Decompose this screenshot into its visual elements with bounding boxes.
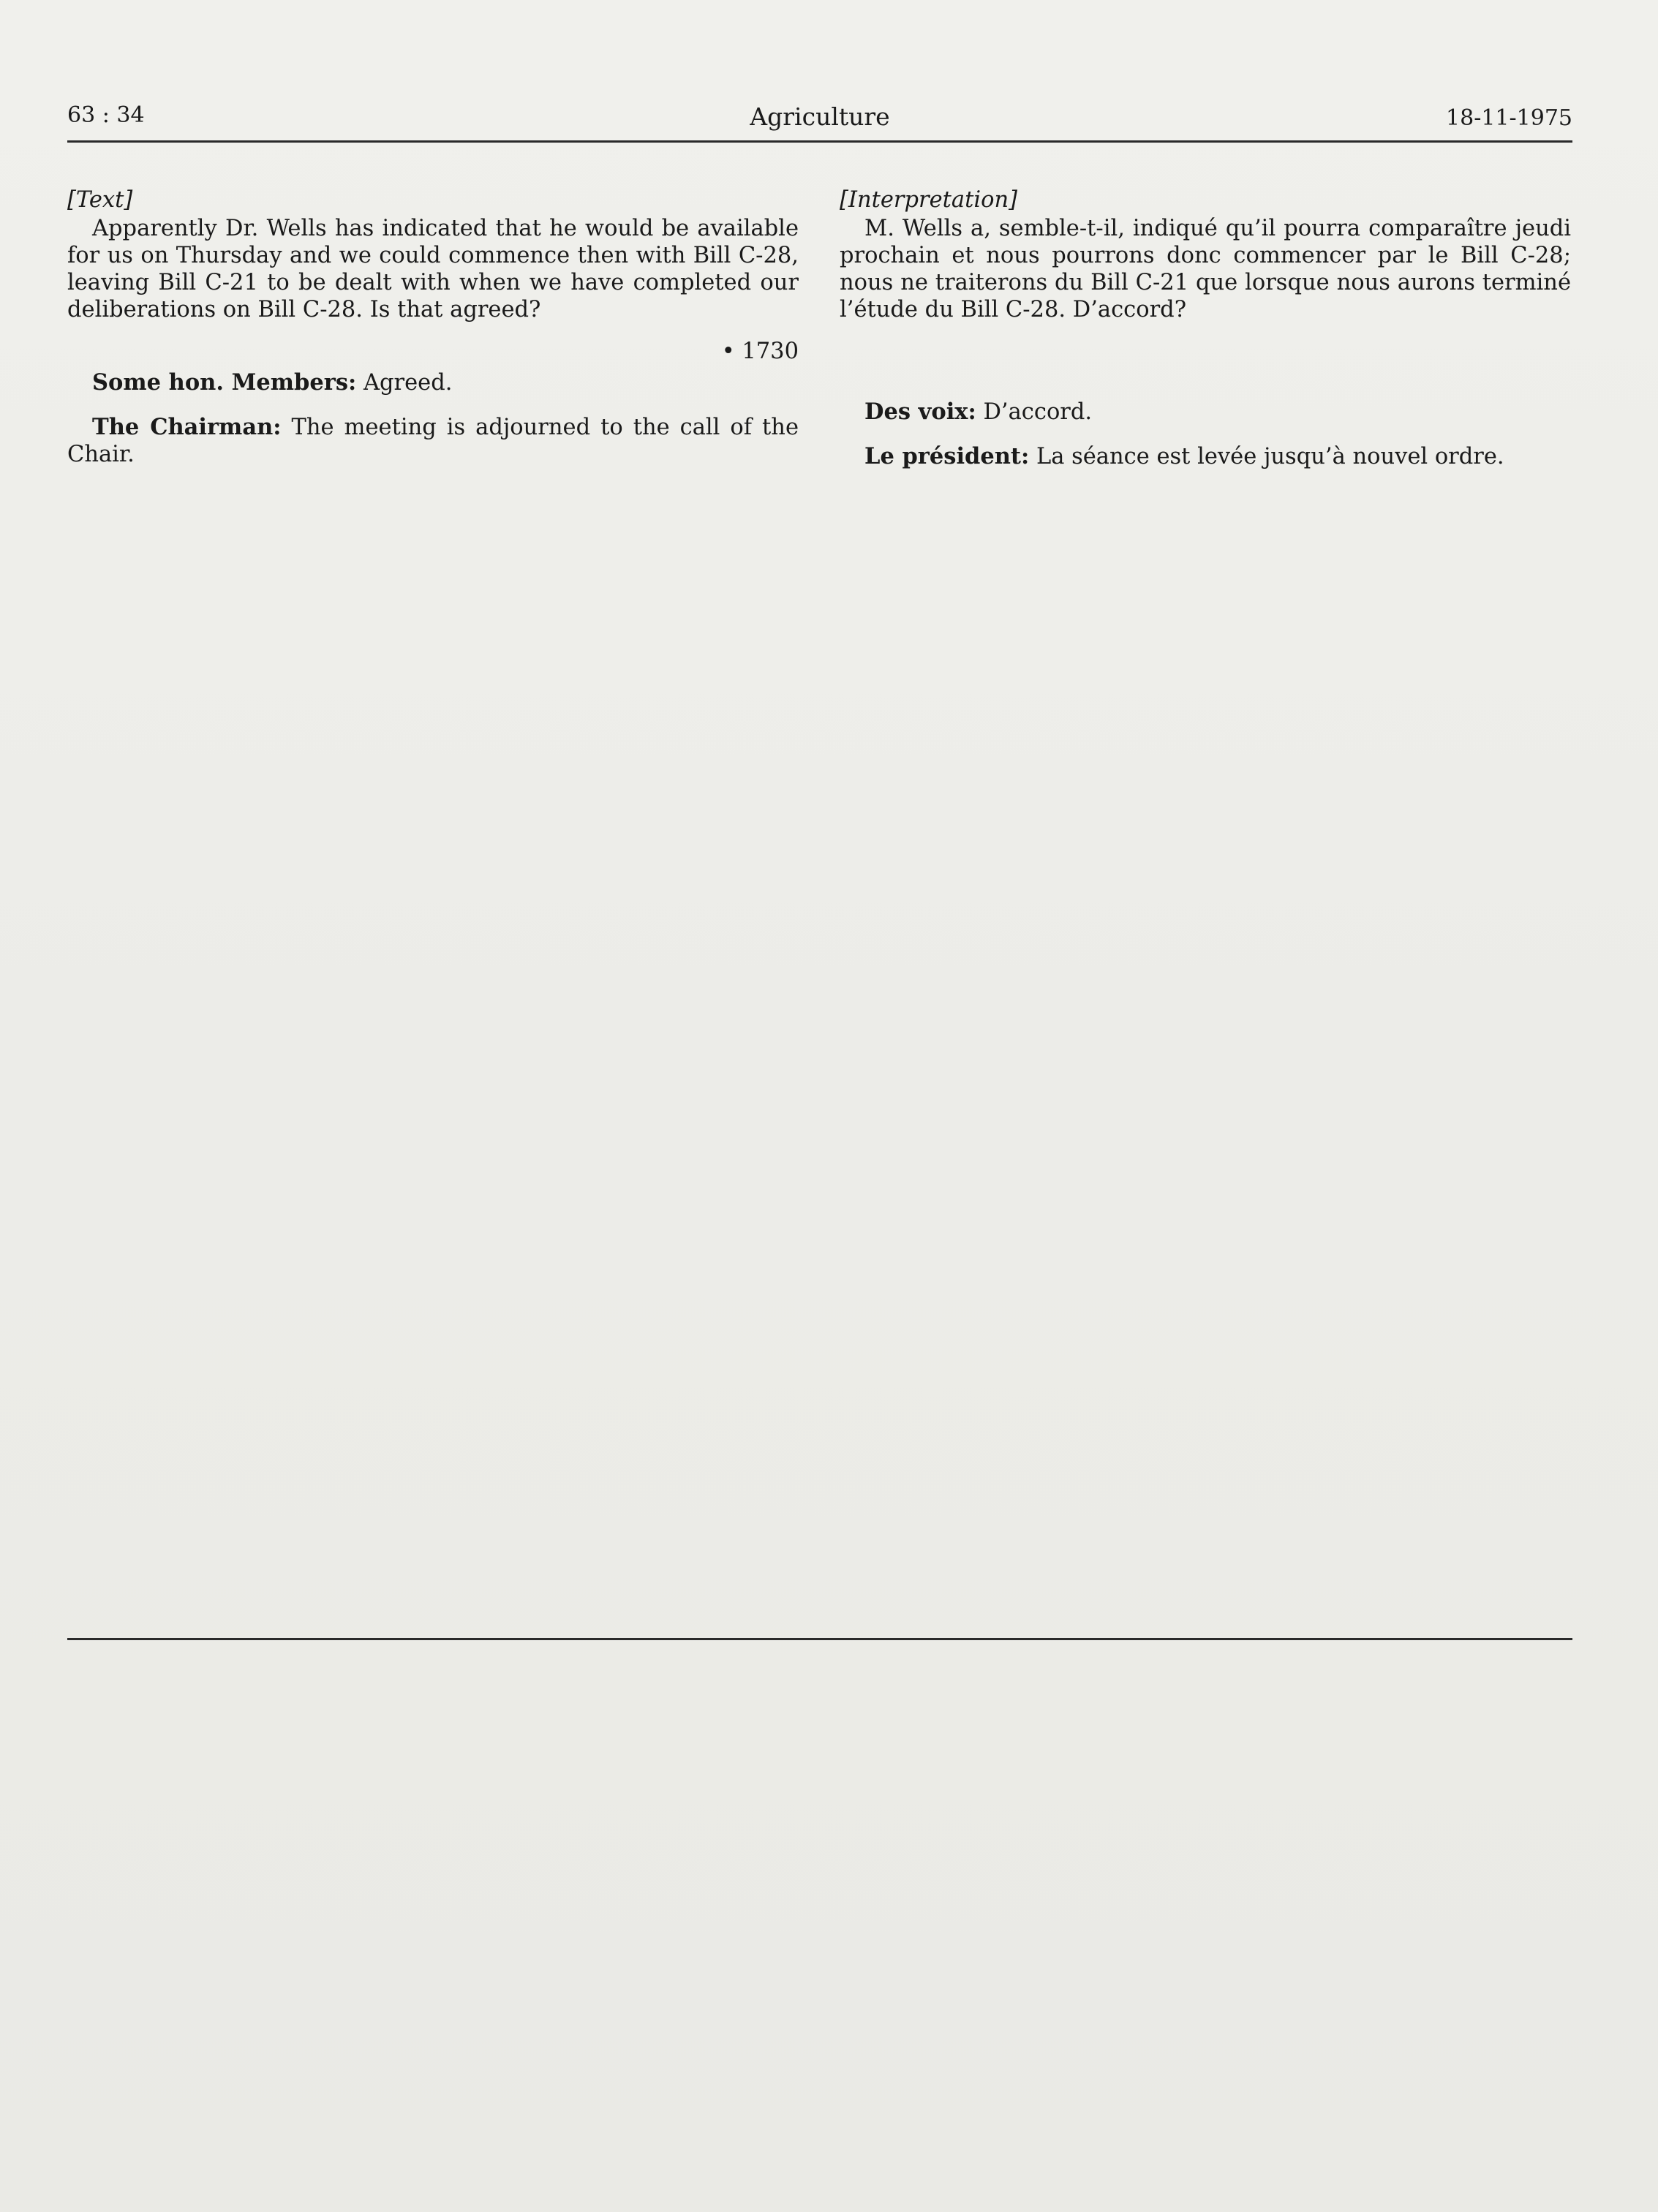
paragraph bbox=[840, 443, 1571, 470]
paragraph bbox=[67, 414, 799, 468]
speaker-name: Des voix: bbox=[864, 399, 976, 425]
speech-text: The meeting is adjourned to the call of the Chair. bbox=[67, 415, 799, 467]
timecode: • 1730 bbox=[721, 339, 799, 364]
spacer bbox=[840, 323, 1571, 399]
paragraph bbox=[840, 399, 1571, 426]
page-reference: 63 : 34 bbox=[67, 102, 145, 128]
section-label: [Interpretation] bbox=[840, 187, 1017, 213]
english-column bbox=[67, 186, 799, 468]
speech-text: La séance est levée jusqu’à nouvel ordre. bbox=[1029, 444, 1504, 469]
paragraph bbox=[67, 369, 799, 396]
speaker-name: Some hon. Members: bbox=[92, 369, 357, 396]
speech-text: D’accord. bbox=[976, 399, 1093, 425]
speaker-name: The Chairman: bbox=[92, 414, 282, 440]
show-through-texture bbox=[67, 512, 1572, 1609]
paragraph: Apparently Dr. Wells has indicated that he would be available for us on Thursday and we could commence then with Bill C-28, leaving Bill C-21 to be dealt with when we have completed our deliberations on Bill C-28. Is that agreed? bbox=[67, 216, 799, 322]
french-column bbox=[840, 186, 1571, 470]
section-label: [Text] bbox=[67, 187, 133, 213]
page-header bbox=[67, 102, 1572, 143]
speaker-name: Le président: bbox=[864, 443, 1030, 469]
bottom-rule bbox=[67, 1638, 1572, 1640]
speech-text: Agreed. bbox=[356, 370, 453, 396]
page-title: Agriculture bbox=[750, 102, 890, 131]
page-date: 18-11-1975 bbox=[1446, 105, 1572, 131]
paragraph: M. Wells a, semble-t-il, indiqué qu’il pourra comparaître jeudi prochain et nous pourrons donc commencer par le Bill C-28; nous ne traiterons du Bill C-21 que lorsque nous aurons terminé l’étude du Bill C-28. D’accord? bbox=[840, 216, 1571, 322]
